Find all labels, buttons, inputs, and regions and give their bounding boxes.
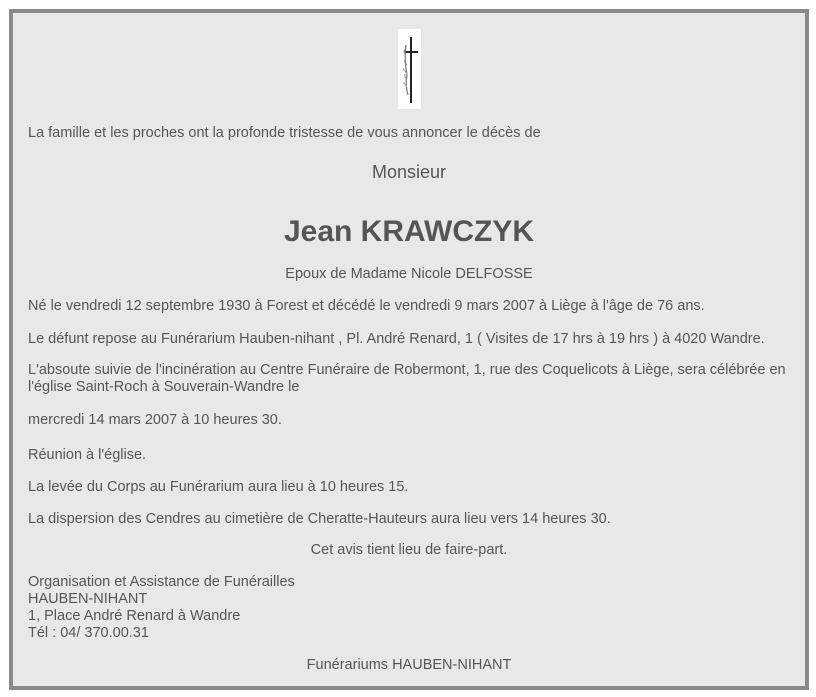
ceremony-date: mercredi 14 mars 2007 à 10 heures 30. (28, 412, 282, 428)
organisation-line1: Organisation et Assistance de Funérailles (28, 574, 295, 590)
birth-death-text: Né le vendredi 12 septembre 1930 à Forest et décédé le vendredi 9 mars 2007 à Liège à l'âge de 76 ans. (28, 298, 705, 314)
obituary-card (9, 9, 809, 690)
deceased-name: Jean KRAWCZYK (283, 215, 535, 248)
organisation-phone: Tél : 04/ 370.00.31 (28, 625, 149, 641)
absoute-text-line1: L'absoute suivie de l'incinération au Centre Funéraire de Robermont, 1, rue des Coquelicots à Liège, sera célébrée en (28, 362, 786, 378)
cross-with-lily-icon (398, 29, 421, 109)
reunion-text: Réunion à l'église. (28, 447, 147, 463)
notice-text: Cet avis tient lieu de faire-part. (310, 542, 508, 558)
intro-text: La famille et les proches ont la profonde tristesse de vous annoncer le décès de (28, 125, 541, 141)
spouse-text: Epoux de Madame Nicole DELFOSSE (285, 266, 533, 282)
rest-place-text: Le défunt repose au Funérarium Hauben-nihant , Pl. André Renard, 1 ( Visites de 17 hrs à 19 hrs ) à 4020 Wandre. (28, 331, 765, 347)
levee-text: La levée du Corps au Funérarium aura lieu à 10 heures 15. (28, 479, 409, 495)
honorific: Monsieur (371, 162, 447, 182)
organisation-line2: HAUBEN-NIHANT (28, 591, 148, 607)
absoute-text-line2: l'église Saint-Roch à Souverain-Wandre le (28, 379, 300, 395)
organisation-address: 1, Place André Renard à Wandre (28, 608, 241, 624)
footer-text: Funérariums HAUBEN-NIHANT (306, 657, 512, 673)
dispersion-text: La dispersion des Cendres au cimetière de Cheratte-Hauteurs aura lieu vers 14 heures 30. (28, 511, 611, 527)
